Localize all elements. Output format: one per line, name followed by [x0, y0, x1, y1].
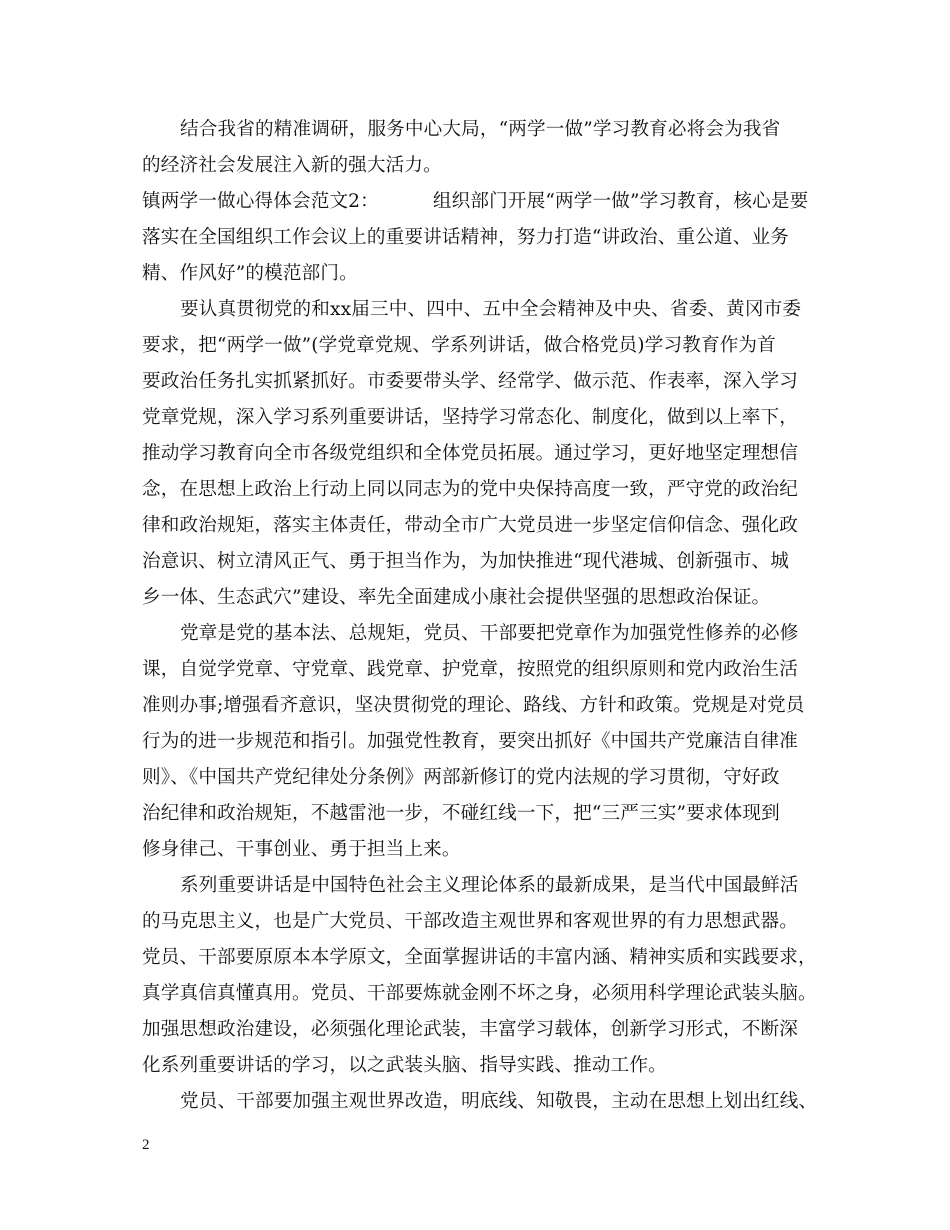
- text-line: 要政治任务扎实抓紧抓好。市委要带头学、经常学、做示范、作表率，深入学习: [142, 371, 799, 392]
- text-line: 课，自觉学党章、守党章、践党章、护党章，按照党的组织原则和党内政治生活: [142, 659, 799, 680]
- text-line: 的马克思主义，也是广大党员、干部改造主观世界和客观世界的有力思想武器。: [142, 911, 799, 932]
- text-line: 推动学习教育向全市各级党组织和全体党员拓展。通过学习，更好地坚定理想信: [142, 443, 799, 464]
- page-number: 2: [142, 1137, 150, 1153]
- section-heading: 镇两学一做心得体会范文2：: [142, 191, 379, 212]
- text-line: 要认真贯彻党的和xx届三中、四中、五中全会精神及中央、省委、黄冈市委: [180, 299, 802, 320]
- text-line: 党员、干部要原原本本学原文，全面掌握讲话的丰富内涵、精神实质和实践要求，: [142, 947, 817, 968]
- text-line: 修身律己、干事创业、勇于担当上来。: [142, 839, 461, 860]
- text-line: 治纪律和政治规矩，不越雷池一步，不碰红线一下，把“三严三实”要求体现到: [142, 803, 780, 824]
- text-line-with-heading: [142, 190, 808, 214]
- text-run: 组织部门开展“两学一做”学习教育，核心是要: [432, 191, 809, 212]
- text-line: 党员、干部要加强主观世界改造，明底线、知敬畏，主动在思想上划出红线、: [180, 1091, 818, 1112]
- text-line: 则》、《中国共产党纪律处分条例》两部新修订的党内法规的学习贯彻，守好政: [142, 767, 780, 788]
- text-line: 准则办事;增强看齐意识，坚决贯彻党的理论、路线、方针和政策。党规是对党员: [142, 695, 805, 716]
- text-line: 行为的进一步规范和指引。加强党性教育，要突出抓好《中国共产党廉洁自律准: [142, 731, 799, 752]
- text-line: 乡一体、生态武穴”建设、率先全面建成小康社会提供坚强的思想政治保证。: [142, 587, 771, 608]
- text-line: 落实在全国组织工作会议上的重要讲话精神，努力打造“讲政治、重公道、业务: [142, 227, 789, 248]
- text-line: 念，在思想上政治上行动上同以同志为的党中央保持高度一致，严守党的政治纪: [142, 479, 799, 500]
- text-line: 的经济社会发展注入新的强大活力。: [142, 155, 442, 176]
- text-line: 律和政治规矩，落实主体责任，带动全市广大党员进一步坚定信仰信念、强化政: [142, 515, 799, 536]
- text-line: 加强思想政治建设，必须强化理论武装，丰富学习载体，创新学习形式，不断深: [142, 1019, 799, 1040]
- text-line: 真学真信真懂真用。党员、干部要炼就金刚不坏之身，必须用科学理论武装头脑。: [142, 983, 817, 1004]
- text-line: 结合我省的精准调研，服务中心大局，“两学一做”学习教育必将会为我省: [180, 119, 781, 140]
- text-line: 治意识、树立清风正气、勇于担当作为，为加快推进“现代港城、创新强市、城: [142, 551, 789, 572]
- text-line: 系列重要讲话是中国特色社会主义理论体系的最新成果，是当代中国最鲜活: [180, 875, 799, 896]
- text-line: 党章党规，深入学习系列重要讲话，坚持学习常态化、制度化，做到以上率下，: [142, 407, 799, 428]
- text-line: 要求，把“两学一做”(学党章党规、学系列讲话，做合格党员)学习教育作为首: [142, 335, 776, 356]
- text-line: 精、作风好”的模范部门。: [142, 263, 358, 284]
- text-line: 化系列重要讲话的学习，以之武装头脑、指导实践、推动工作。: [142, 1055, 667, 1076]
- text-line: 党章是党的基本法、总规矩，党员、干部要把党章作为加强党性修养的必修: [180, 623, 799, 644]
